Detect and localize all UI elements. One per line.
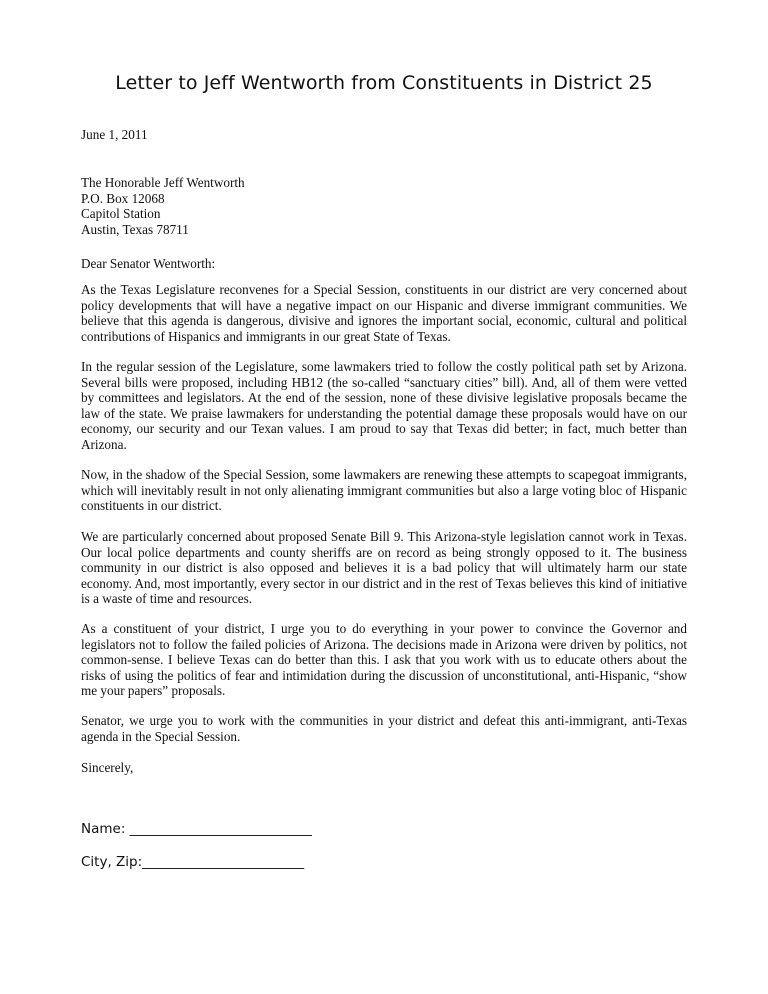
address-line: P.O. Box 12068 (81, 190, 165, 206)
paragraph: In the regular session of the Legislature, some lawmakers tried to follow the costly political path set by Arizona. Several bills were proposed, including HB12 (the so-called “sanctuary cities” bill). And, all of them were vetted by committees and legislators. At the end of the session, none of these divisive legislative proposals became the law of the state. We praise lawmakers for understanding the potential damage these proposals would have on our economy, our security and our Texan values. I am proud to say that Texas did better; in fact, much better than Arizona. (81, 359, 687, 452)
paragraph: As the Texas Legislature reconvenes for a Special Session, constituents in our district are very concerned about policy developments that will have a negative impact on our Hispanic and diverse immigrant communities. We believe that this agenda is dangerous, divisive and ignores the important social, economic, cultural and political contributions of Hispanics and immigrants in our great State of Texas. (81, 282, 687, 344)
paragraph: As a constituent of your district, I urge you to do everything in your power to convince the Governor and legislators not to follow the failed policies of Arizona. The decisions made in Arizona were driven by politics, not common-sense. I believe Texas can do better than this. I ask that you work with us to educate others about the risks of using the politics of fear and intimidation during the discussion of unconstitutional, anti-Hispanic, “show me your papers” proposals. (81, 621, 687, 699)
address-line: Austin, Texas 78711 (81, 221, 189, 237)
closing: Sincerely, (81, 760, 134, 775)
letter-date: June 1, 2011 (81, 127, 148, 142)
city-zip-field-line[interactable]: City, Zip:________________________ (81, 854, 305, 870)
recipient-address (81, 175, 687, 237)
address-line: The Honorable Jeff Wentworth (81, 175, 245, 190)
letter-title: Letter to Jeff Wentworth from Constituents in District 25 (115, 72, 653, 94)
paragraph: Now, in the shadow of the Special Session, some lawmakers are renewing these attempts to scapegoat immigrants, which will inevitably result in not only alienating immigrant communities but also a large voting bloc of Hispanic constituents in our district. (81, 467, 687, 514)
name-field-line[interactable]: Name: ___________________________ (81, 821, 312, 837)
paragraph: We are particularly concerned about proposed Senate Bill 9. This Arizona-style legislation cannot work in Texas. Our local police departments and county sheriffs are on record as being strongly opposed to it. The business community in our district is also opposed and believes it is a bad policy that will ultimately harm our state economy. And, most importantly, every sector in our district and in the rest of Texas believes this kind of initiative is a waste of time and resources. (81, 529, 687, 607)
salutation: Dear Senator Wentworth: (81, 256, 216, 271)
address-line: Capitol Station (81, 206, 161, 222)
paragraph: Senator, we urge you to work with the communities in your district and defeat this anti-immigrant, anti-Texas agenda in the Special Session. (81, 713, 687, 744)
